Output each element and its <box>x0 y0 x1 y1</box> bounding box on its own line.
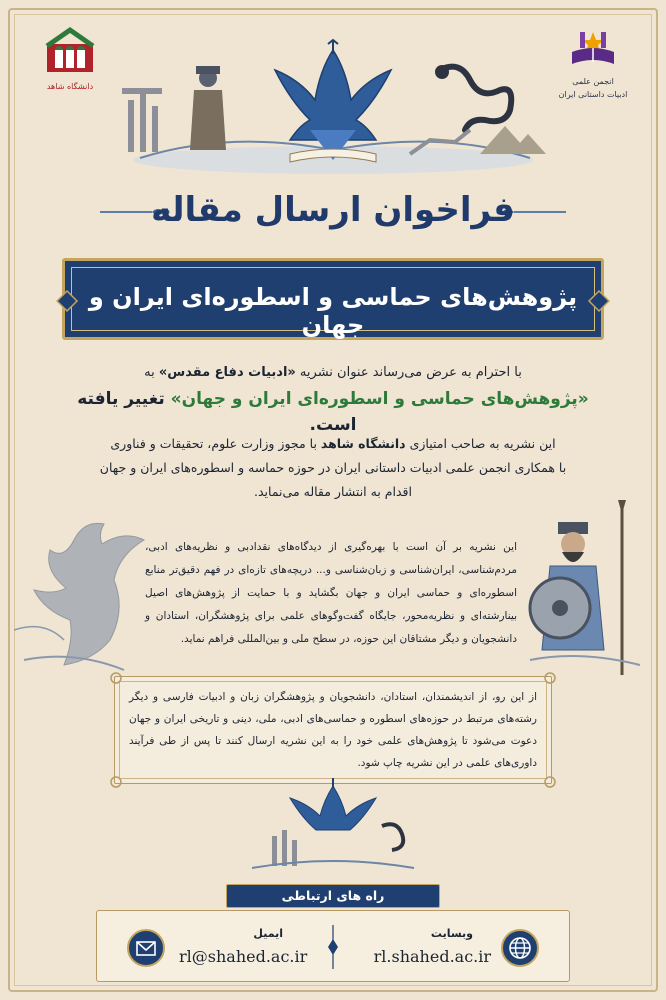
para2-line3: اقدام به انتشار مقاله می‌نماید. <box>254 484 412 499</box>
contact-divider-icon <box>325 925 341 969</box>
website-value[interactable]: rl.shahed.ac.ir <box>373 947 491 966</box>
publisher-paragraph <box>48 432 618 504</box>
banner-title: پژوهش‌های حماسی و اسطوره‌ای ایران و جهان <box>88 283 578 339</box>
para2-line2: با همکاری انجمن علمی ادبیات داستانی ایران در حوزه حماسه و اسطوره‌های ایران و جهان <box>99 460 567 475</box>
website-label: وبسایت <box>430 927 473 940</box>
corner-ornament-icon <box>543 671 557 685</box>
simurgh-bird-icon <box>14 500 154 675</box>
corner-ornament-icon <box>109 775 123 789</box>
intro-line1-suffix: به <box>144 365 159 380</box>
contact-heading: راه های ارتباطی <box>226 884 440 908</box>
old-journal-name: «ادبیات دفاع مقدس» <box>158 365 296 380</box>
globe-icon <box>501 929 539 967</box>
page-title: فراخوان ارسال مقاله <box>151 190 515 230</box>
header-illustration <box>110 30 556 180</box>
king-figure-icon <box>190 66 226 150</box>
intro-paragraph <box>60 360 606 438</box>
new-journal-name: «پژوهش‌های حماسی و اسطوره‌ای ایران و جهان» <box>170 389 589 409</box>
dragon-icon <box>435 65 511 130</box>
para2-line1-suffix: با مجوز وزارت علوم، تحقیقات و فناوری <box>110 436 321 451</box>
corner-ornament-icon <box>543 775 557 789</box>
intro-line2-suffix: تغییر یافته است. <box>77 389 357 435</box>
society-caption-line1: انجمن علمی <box>572 77 614 86</box>
intro-line1-prefix: با احترام به عرض می‌رساند عنوان نشریه <box>295 365 522 380</box>
mission-paragraph: این نشریه بر آن است با بهره‌گیری از دیدگاه‌های نقدادبی و نظریه‌های ادبی، مردم‌شناسی، ایران‌شناسی و زبان‌شناسی و... دریچه‌های تازه‌ای در فهم دقیق‌تر منابع اسطوره‌ای و حماسی ایران و جهان بگشاید و با حمایت از پژوهش‌های اصیل بینارشته‌ای و نظریه‌محور، جایگاه گفت‌وگوهای علمی برای پژوهشگران، استادان و دانشجویان و دیگر مشتاقان این حوزه، در سطح ملی و بین‌المللی فراهم نماید. <box>145 541 517 645</box>
society-caption-line2: ادبیات داستانی ایران <box>558 90 628 99</box>
invitation-box <box>114 676 552 784</box>
email-value[interactable]: rl@shahed.ac.ir <box>179 947 308 966</box>
contact-card <box>96 910 570 982</box>
persian-warrior-icon <box>510 500 650 675</box>
shahed-logo-caption: دانشگاه شاهد <box>46 82 94 91</box>
bottom-illustration <box>232 776 434 876</box>
journal-name-banner <box>62 258 604 340</box>
shahed-university-logo <box>30 26 110 91</box>
book-logo-icon <box>568 26 618 70</box>
email-label: ایمیل <box>253 927 283 940</box>
corner-ornament-icon <box>109 671 123 685</box>
envelope-icon <box>127 929 165 967</box>
pyramids-icon <box>480 126 546 154</box>
phoenix-icon <box>275 40 391 160</box>
fiction-society-logo <box>550 26 636 100</box>
para2-line1-prefix: این نشریه به صاحب امتیازی <box>405 436 556 451</box>
email-contact[interactable] <box>109 925 319 971</box>
shahed-logo-icon <box>43 26 97 76</box>
publisher-name: دانشگاه شاهد <box>320 436 406 451</box>
persepolis-ruins-icon <box>122 88 162 152</box>
website-contact[interactable] <box>347 925 557 971</box>
invitation-text: از این رو، از اندیشمندان، استادان، دانشجویان و پژوهشگران زبان و ادبیات فارسی و دیگر رشته‌های مرتبط در حوزه‌های اسطوره و حماسی‌های ادبی، ملی، دینی و تاریخی ایران و جهان دعوت می‌شود تا پژوهش‌های علمی خود را به این نشریه ارسال کنند تا پس از طی فرآیند داوری‌های علمی در این نشریه چاپ شود. <box>129 691 537 769</box>
